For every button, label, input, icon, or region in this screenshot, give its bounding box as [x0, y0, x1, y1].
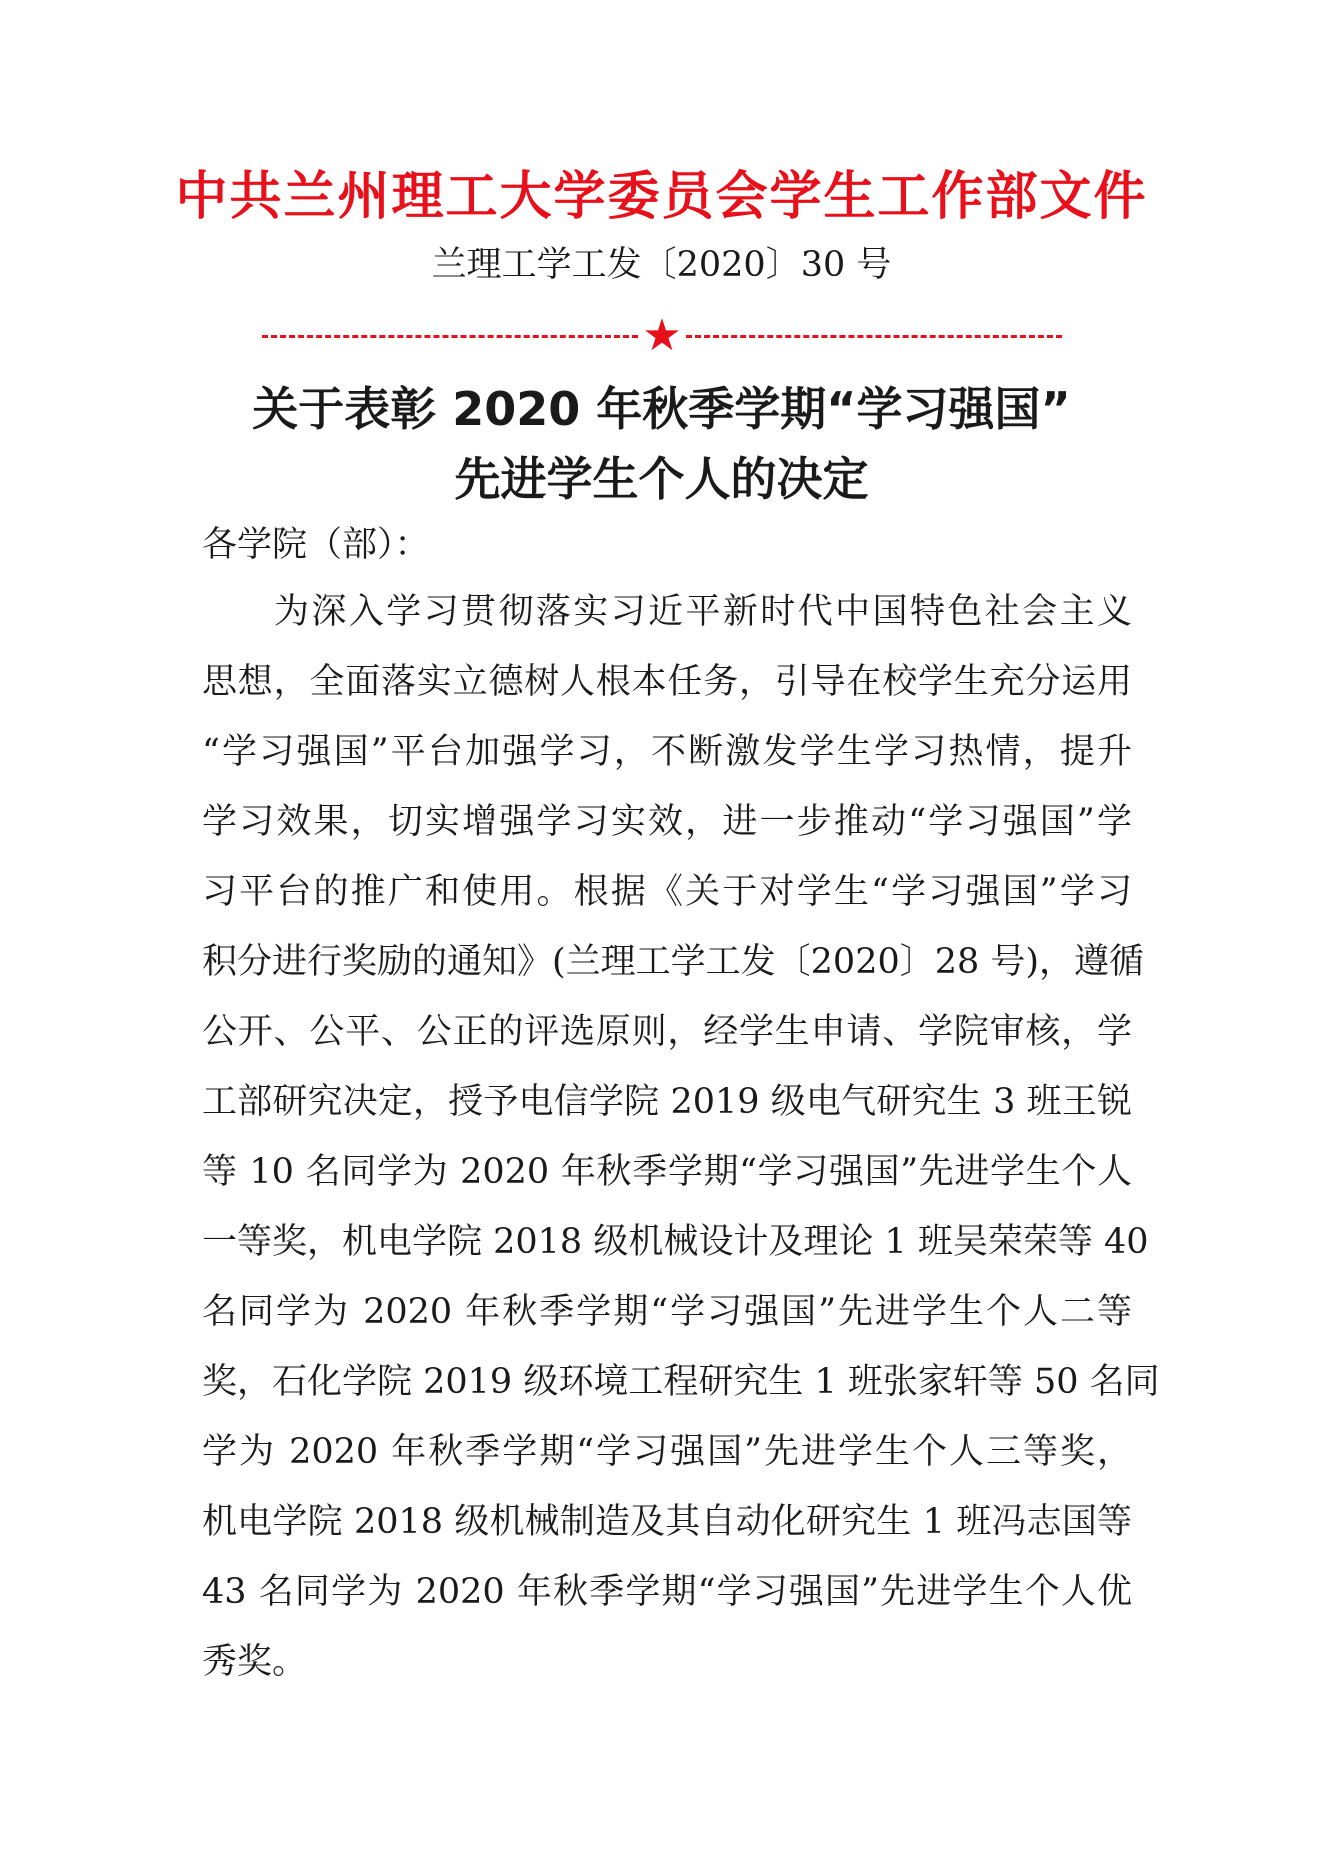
document-number: 兰理工学工发〔2020〕30 号 [431, 245, 892, 285]
body-line: 为深入学习贯彻落实习近平新时代中国特色社会主义 [274, 592, 1132, 632]
body-line: 公开、公平、公正的评选原则，经学生申请、学院审核，学 [202, 1012, 1132, 1052]
body-line: 秀奖。 [202, 1642, 308, 1682]
body-line: 奖，石化学院 2019 级环境工程研究生 1 班张家轩等 50 名同 [202, 1362, 1160, 1402]
body-line: 思想，全面落实立德树人根本任务，引导在校学生充分运用 [202, 662, 1132, 702]
salutation: 各学院（部）： [202, 525, 430, 565]
body-line: “学习强国”平台加强学习，不断激发学生学习热情，提升 [202, 732, 1132, 772]
body-paragraph [202, 587, 1160, 1707]
body-line: 工部研究决定，授予电信学院 2019 级电气研究生 3 班王锐 [202, 1082, 1132, 1122]
body-line: 一等奖，机电学院 2018 级机械设计及理论 1 班吴荣荣等 40 [202, 1222, 1149, 1262]
red-divider [262, 310, 1062, 361]
body-line: 名同学为 2020 年秋季学期“学习强国”先进学生个人二等 [202, 1292, 1132, 1332]
title-line-1: 关于表彰 2020 年秋季学期“学习强国” [252, 382, 1071, 436]
divider-dash-left [262, 335, 638, 338]
divider-dash-right [686, 335, 1062, 338]
body-line: 积分进行奖励的通知》(兰理工学工发〔2020〕28 号)，遵循 [202, 942, 1145, 982]
body-line: 习平台的推广和使用。根据《关于对学生“学习强国”学习 [202, 872, 1132, 912]
title-line-2: 先进学生个人的决定 [454, 452, 869, 506]
star-icon: ★ [642, 310, 682, 361]
body-line: 学习效果，切实增强学习实效，进一步推动“学习强国”学 [202, 802, 1132, 842]
body-line: 43 名同学为 2020 年秋季学期“学习强国”先进学生个人优 [202, 1572, 1132, 1612]
body-line: 机电学院 2018 级机械制造及其自动化研究生 1 班冯志国等 [202, 1502, 1132, 1542]
issuer-heading: 中共兰州理工大学委员会学生工作部文件 [175, 166, 1148, 227]
body-line: 等 10 名同学为 2020 年秋季学期“学习强国”先进学生个人 [202, 1152, 1132, 1192]
body-line: 学为 2020 年秋季学期“学习强国”先进学生个人三等奖， [202, 1432, 1132, 1472]
document-title [0, 374, 1323, 514]
